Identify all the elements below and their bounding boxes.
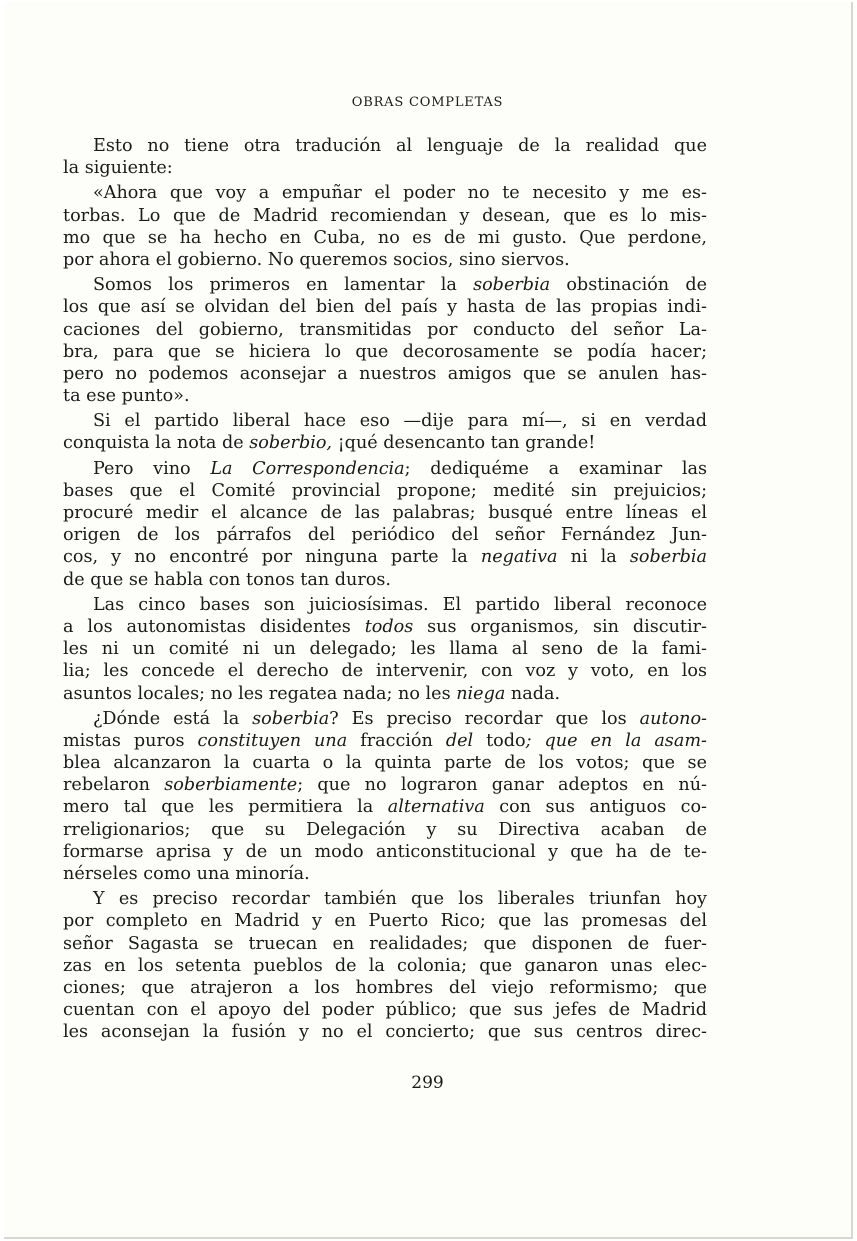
text-line [63, 933, 707, 955]
text-segment: Las cinco bases son juiciosísimas. El partido liberal reconoce [93, 594, 707, 615]
text-segment: mo que se ha hecho en Cuba, no es de mi gusto. Que perdone, [63, 227, 707, 248]
text-segment: caciones del gobierno, transmitidas por conducto del señor La- [63, 319, 707, 340]
text-line [63, 594, 707, 616]
text-line [63, 660, 707, 682]
text-line [63, 458, 707, 480]
book-page [4, 2, 853, 1239]
text-segment: por ahora el gobierno. No queremos socios, sino siervos. [63, 249, 570, 270]
text-segment: rebelaron [63, 775, 165, 796]
text-segment: todo [486, 730, 526, 751]
text-line [63, 841, 707, 863]
text-segment: los que así se olvidan del bien del país y hasta de las propias indi- [63, 297, 707, 318]
text-segment: origen de los párrafos del periódico del señor Fernández Jun- [63, 525, 707, 546]
text-line [63, 888, 707, 910]
text-segment: les aconsejan la fusión y no el concierto; que sus centros direc- [63, 1022, 707, 1043]
paragraph [63, 410, 707, 454]
text-line [63, 227, 707, 249]
text-segment: de que se habla con tonos tan duros. [63, 569, 391, 590]
text-line [63, 135, 707, 157]
paragraph [63, 274, 707, 407]
italic-text: soberbia [473, 275, 551, 296]
text-segment: rreligionarios; que su Delegación y su Directiva acaban de [63, 819, 707, 840]
text-segment: pero no podemos aconsejar a nuestros amigos que se anulen has- [63, 363, 707, 384]
italic-text: negativa [480, 547, 558, 568]
text-segment: cos, y no encontré por ninguna parte la [63, 547, 481, 568]
text-segment: fracción [360, 730, 433, 751]
text-segment: Si el partido liberal hace eso —dije para mí—, si en verdad [93, 411, 707, 432]
text-line [63, 363, 707, 385]
text-line [63, 274, 707, 296]
text-line [63, 524, 707, 546]
text-segment: bases que el Comité provincial propone; medité sin prejuicios; [63, 480, 707, 501]
italic-text: alternativa [387, 797, 485, 818]
text-segment: conquista la nota de [63, 433, 250, 454]
text-segment: zas en los setenta pueblos de la colonia; que ganaron unas elec- [63, 955, 707, 976]
text-segment: bra, para que se hiciera lo que decorosamente se podía hacer; [63, 341, 707, 362]
text-line [63, 182, 707, 204]
text-segment: mistas puros [63, 730, 185, 751]
text-segment: ni la [557, 547, 630, 568]
text-segment: ; que no lograron ganar adeptos en nú- [297, 775, 707, 796]
italic-text: soberbia [629, 547, 707, 568]
text-segment: por completo en Madrid y en Puerto Rico; que las promesas del [63, 911, 707, 932]
text-segment: torbas. Lo que de Madrid recomiendan y desean, que es lo mis- [63, 205, 707, 226]
text-segment: ; dediquéme a examinar las [404, 458, 707, 479]
text-line [63, 863, 707, 885]
paragraph [63, 458, 707, 591]
text-line [63, 157, 707, 179]
text-segment: señor Sagasta se truecan en realidades; que disponen de fuer- [63, 933, 707, 954]
text-segment: la siguiente: [63, 158, 173, 179]
text-segment: blea alcanzaron la cuarta o la quinta parte de los votos; que se [63, 753, 707, 774]
text-line [63, 616, 707, 638]
text-segment: Y es preciso recordar también que los liberales triunfan hoy [93, 889, 707, 910]
text-line [63, 296, 707, 318]
text-line [63, 796, 707, 818]
text-segment: Pero vino [93, 458, 211, 479]
text-line [63, 432, 707, 454]
paragraph [63, 135, 707, 179]
text-line [63, 480, 707, 502]
text-line [63, 546, 707, 568]
paragraph [63, 182, 707, 271]
italic-text: soberbiamente [164, 775, 298, 796]
text-segment: obstinación de [550, 275, 707, 296]
text-line [63, 752, 707, 774]
text-segment: procuré medir el alcance de las palabras; busqué entre líneas el [63, 503, 707, 523]
text-segment: asuntos locales; no les regatea nada; no les [63, 683, 457, 704]
text-segment: ta ese punto». [63, 386, 190, 407]
text-line [63, 249, 707, 271]
text-line [63, 819, 707, 841]
text-segment: lia; les concede el derecho de intervenir, con voz y voto, en los [63, 661, 707, 682]
body-text [63, 135, 707, 1047]
paragraph [63, 888, 707, 1043]
text-segment: nada. [505, 683, 561, 704]
text-segment: cuentan con el apoyo del poder público; que sus jefes de Madrid [63, 1000, 707, 1021]
italic-text: soberbia [252, 708, 330, 729]
text-segment: ¿Dónde está la [93, 708, 253, 729]
italic-text: autono- [639, 708, 707, 729]
text-line [63, 1021, 707, 1043]
text-line [63, 205, 707, 227]
text-line [63, 910, 707, 932]
text-segment: mero tal que les permitiera la [63, 797, 388, 818]
text-segment: nérseles como una minoría. [63, 864, 310, 884]
text-line [63, 999, 707, 1021]
paragraph [63, 594, 707, 705]
text-line [63, 730, 707, 752]
italic-text: constituyen una [184, 730, 361, 751]
text-line [63, 569, 707, 591]
text-segment: a los autonomistas disidentes [63, 616, 365, 637]
text-line [63, 502, 707, 524]
text-line [63, 385, 707, 407]
text-segment: ¡qué desencanto tan grande! [332, 433, 596, 454]
page-number: 299 [411, 1073, 444, 1093]
text-segment: ? Es preciso recordar que los [329, 708, 640, 729]
text-segment: ciones; que atrajeron a los hombres del viejo reformismo; que [63, 977, 707, 998]
running-header: OBRAS COMPLETAS [351, 95, 504, 110]
text-segment: con sus antiguos co- [484, 797, 707, 818]
italic-text: niega [456, 683, 506, 704]
text-line [63, 638, 707, 660]
text-line [63, 774, 707, 796]
italic-text: ; que en la asam- [525, 730, 707, 751]
text-segment: Esto no tiene otra tradución al lenguaje de la realidad que [93, 136, 707, 156]
italic-text: La Correspondencia [210, 458, 405, 479]
text-line [63, 955, 707, 977]
italic-text: todos [364, 616, 414, 637]
paragraph [63, 708, 707, 886]
text-segment: les ni un comité ni un delegado; les llama al seno de la fami- [63, 639, 707, 660]
text-line [63, 977, 707, 999]
text-line [63, 708, 707, 730]
text-segment: formarse aprisa y de un modo anticonstitucional y que ha de te- [63, 841, 707, 862]
text-line [63, 410, 707, 432]
text-segment: «Ahora que voy a empuñar el poder no te necesito y me es- [93, 183, 707, 204]
text-segment: Somos los primeros en lamentar la [93, 275, 474, 296]
text-segment: sus organismos, sin discutir- [413, 616, 707, 637]
italic-text: soberbio, [249, 433, 333, 454]
italic-text: del [432, 730, 487, 751]
text-line [63, 683, 707, 705]
text-line [63, 319, 707, 341]
text-line [63, 341, 707, 363]
